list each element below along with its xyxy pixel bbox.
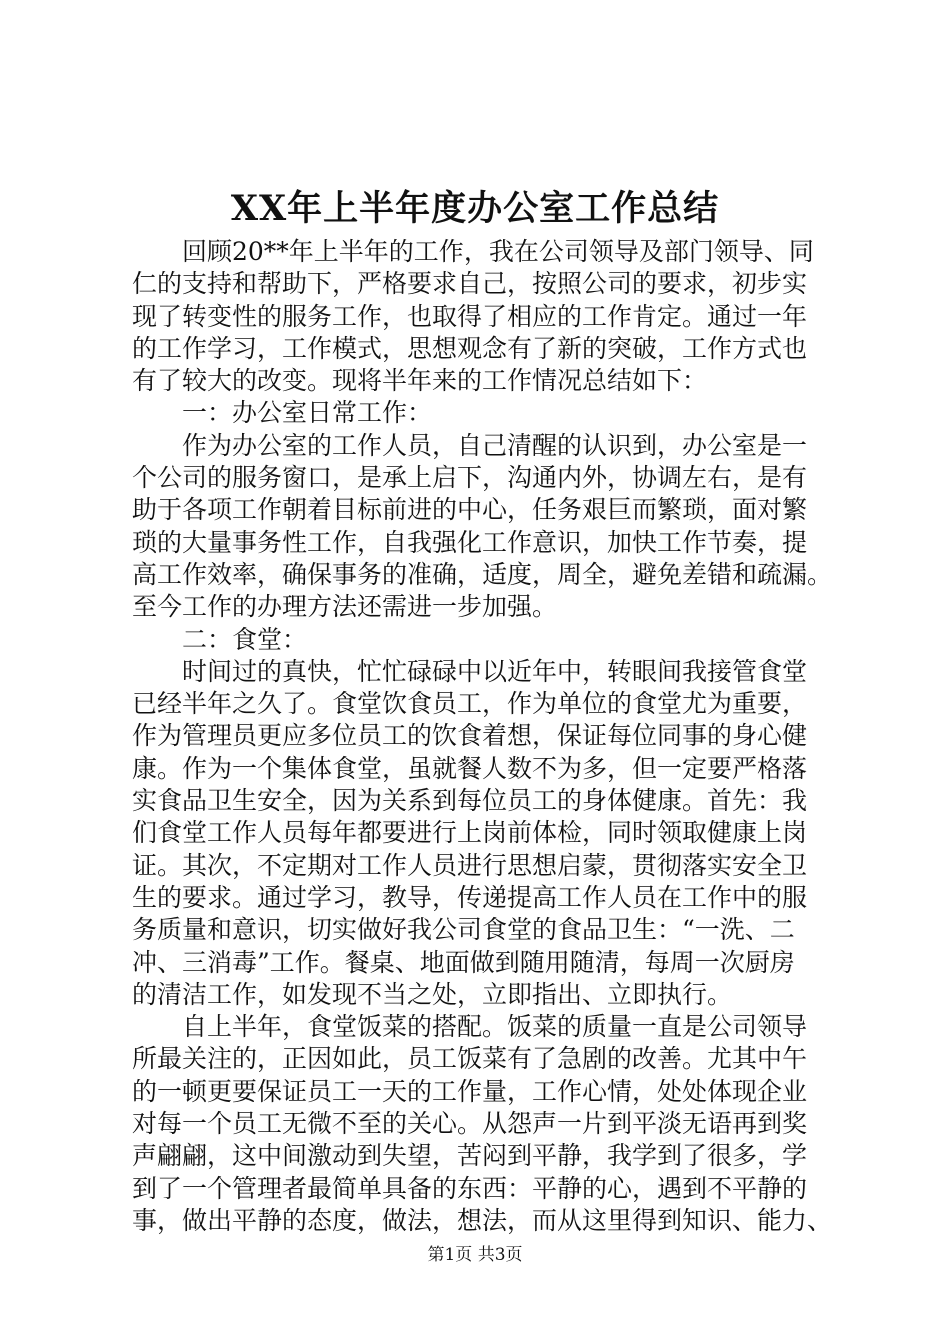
body-text-line: 证。其次，不定期对工作人员进行思想启蒙，贯彻落实安全卫 xyxy=(132,850,808,880)
body-text-line: 冲、三消毒”工作。餐桌、地面做到随用随清，每周一次厨房 xyxy=(132,947,795,977)
body-text-line: 已经半年之久了。食堂饮食员工，作为单位的食堂尤为重要， xyxy=(132,689,808,719)
body-text-line: 至今工作的办理方法还需进一步加强。 xyxy=(132,592,558,622)
body-text-line: 作为管理员更应多位员工的饮食着想，保证每位同事的身心健 xyxy=(132,721,808,751)
body-text-line: 回顾20**年上半年的工作，我在公司领导及部门领导、同 xyxy=(132,237,814,266)
body-text-line: 声翩翩，这中间激动到失望，苦闷到平静，我学到了很多，学 xyxy=(132,1141,808,1171)
body-text-line: 时间过的真快，忙忙碌碌中以近年中，转眼间我接管食堂 xyxy=(132,656,808,686)
body-text-line: 对每一个员工无微不至的关心。从怨声一片到平淡无语再到奖 xyxy=(132,1109,808,1139)
body-text-line: 仁的支持和帮助下，严格要求自己，按照公司的要求，初步实 xyxy=(132,269,808,299)
body-text-line: 务质量和意识，切实做好我公司食堂的食品卫生：“一洗、二 xyxy=(132,915,795,945)
body-text-line: 到了一个管理者最简单具备的东西：平静的心，遇到不平静的 xyxy=(132,1173,808,1203)
document-title: XX年上半年度办公室工作总结 xyxy=(230,188,720,229)
body-text-line: 实食品卫生安全，因为关系到每位员工的身体健康。首先：我 xyxy=(132,786,808,816)
body-text-line: 琐的大量事务性工作，自我强化工作意识，加快工作节奏，提 xyxy=(132,527,808,557)
body-text-line: 所最关注的，正因如此，员工饭菜有了急剧的改善。尤其中午 xyxy=(132,1044,808,1074)
body-text-line: 现了转变性的服务工作，也取得了相应的工作肯定。通过一年 xyxy=(132,301,808,331)
body-text-line: 自上半年，食堂饭菜的搭配。饭菜的质量一直是公司领导 xyxy=(132,1012,808,1042)
document-body xyxy=(132,236,832,1237)
body-text-line: 有了较大的改变。现将半年来的工作情况总结如下： xyxy=(132,366,708,396)
body-text-line: 康。作为一个集体食堂，虽就餐人数不为多，但一定要严格落 xyxy=(132,753,808,783)
body-text-line: 的一顿更要保证员工一天的工作量，工作心情，处处体现企业 xyxy=(132,1076,808,1106)
body-text-line: 个公司的服务窗口，是承上启下，沟通内外，协调左右，是有 xyxy=(132,463,808,493)
body-text-line: 二：食堂： xyxy=(132,624,308,654)
body-text-line: 生的要求。通过学习，教导，传递提高工作人员在工作中的服 xyxy=(132,882,808,912)
body-text-line: 作为办公室的工作人员，自己清醒的认识到，办公室是一 xyxy=(132,430,808,460)
body-text-line: 们食堂工作人员每年都要进行上岗前体检，同时领取健康上岗 xyxy=(132,818,808,848)
body-text-line: 助于各项工作朝着目标前进的中心，任务艰巨而繁琐，面对繁 xyxy=(132,495,808,525)
page-footer: 第1页 共3页 xyxy=(427,1245,523,1265)
body-text-line: 高工作效率，确保事务的准确，适度，周全，避免差错和疏漏。 xyxy=(132,559,833,589)
body-text-line: 事，做出平静的态度，做法，想法，而从这里得到知识、能力、 xyxy=(132,1205,833,1235)
body-text-line: 一：办公室日常工作： xyxy=(132,398,433,428)
body-text-line: 的清洁工作，如发现不当之处，立即指出、立即执行。 xyxy=(132,979,733,1009)
body-text-line: 的工作学习，工作模式，思想观念有了新的突破，工作方式也 xyxy=(132,333,808,363)
